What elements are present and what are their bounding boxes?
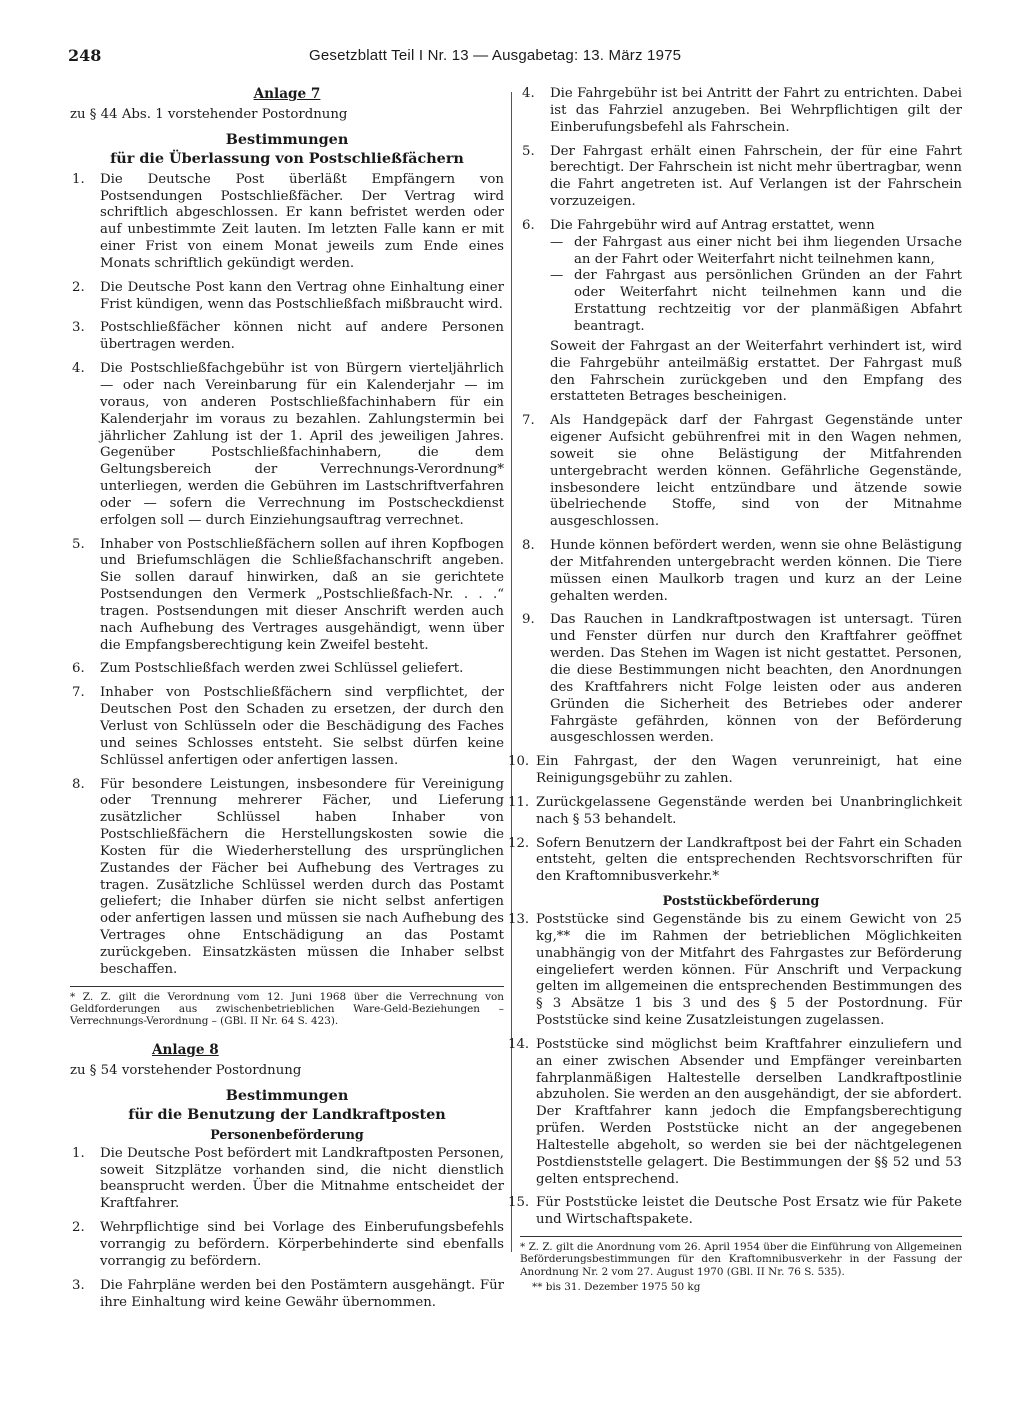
item-number: 7.	[522, 413, 535, 429]
anlage8-item	[520, 144, 962, 211]
item-number: 1.	[72, 171, 85, 187]
anlage7-label: Anlage 7	[253, 86, 321, 102]
anlage7-item	[70, 685, 504, 769]
item-number: 8.	[72, 776, 85, 792]
item-number: 3.	[72, 320, 85, 336]
item-number: 12.	[508, 835, 530, 851]
anlage7-item	[70, 172, 504, 273]
item-text: Zurückgelassene Gegenstände werden bei Unanbringlichkeit nach § 53 behandelt.	[536, 794, 962, 827]
anlage8-item	[70, 1278, 504, 1312]
item-number: 2.	[72, 1220, 85, 1236]
anlage8-title-1: Bestimmungen	[225, 1086, 349, 1104]
item-text: Sofern Benutzern der Landkraftpost bei der Fahrt ein Schaden entsteht, gelten die entsprechenden Rechtsvorschriften für den Kraftomnibusverkehr.*	[536, 835, 962, 885]
item-number: 9.	[522, 612, 535, 628]
item6-paragraph: Soweit der Fahrgast an der Weiterfahrt verhindert ist, wird die Fahrgebühr anteilmäßig erstattet. Der Fahrgast muß den Fahrschein zurückgeben und den Empfang des erstatteten Betrages bescheinigen.	[550, 338, 962, 405]
dash-text: der Fahrgast aus einer nicht bei ihm liegenden Ursache an der Fahrt oder Weiterfahrt nicht teilnehmen kann,	[574, 234, 962, 267]
item-number: 14.	[508, 1036, 530, 1052]
anlage7-reference: zu § 44 Abs. 1 vorstehender Postordnung	[70, 106, 348, 122]
item6-intro: Die Fahrgebühr wird auf Antrag erstattet, wenn	[550, 217, 875, 233]
anlage7-title-1: Bestimmungen	[225, 130, 349, 148]
page-header	[68, 46, 958, 72]
item-text: Die Fahrgebühr ist bei Antritt der Fahrt zu entrichten. Dabei ist das Fahrziel anzugeben. Bei Wehrpflichtigen gilt der Einberufungsbefehl als Fahrschein.	[550, 86, 962, 135]
right-column	[508, 86, 962, 1296]
section-heading-poststueckbefoerderung: Poststückbeförderung	[662, 893, 820, 909]
item-number: 8.	[522, 538, 535, 554]
item-number: 1.	[72, 1145, 85, 1161]
anlage8-title-2: für die Benutzung der Landkraftposten	[128, 1105, 446, 1123]
anlage8-footnote-2: ** bis 31. Dezember 1975 50 kg	[532, 1280, 701, 1293]
anlage8-item	[520, 413, 962, 531]
running-head: Gesetzblatt Teil I Nr. 13 — Ausgabetag: 13. März 1975	[309, 47, 682, 64]
item-text: Zum Postschließfach werden zwei Schlüssel geliefert.	[100, 661, 464, 677]
dash-mark: —	[550, 234, 564, 250]
anlage8-item	[520, 86, 962, 137]
anlage8-item	[508, 1195, 962, 1229]
anlage7-footnote: * Z. Z. gilt die Verordnung vom 12. Juni 1968 über die Verrechnung von Geldforderungen aus zwischenbetrieblichen Ware-Geld-Beziehungen – Verrechnungs-Verordnung – (GBl. II Nr. 64 S. 423).	[70, 990, 504, 1028]
item-text: Der Fahrgast erhält einen Fahrschein, der für eine Fahrt berechtigt. Der Fahrschein ist nicht mehr übertragbar, wenn die Fahrt angetreten ist. Auf Verlangen ist der Fahrschein vorzuzeigen.	[550, 143, 962, 210]
item-text: Die Fahrpläne werden bei den Postämtern ausgehängt. Für ihre Einhaltung wird keine Gewähr übernommen.	[100, 1277, 504, 1310]
item-number: 13.	[508, 911, 530, 927]
item-text: Das Rauchen in Landkraftpostwagen ist untersagt. Türen und Fenster dürfen nur durch den Kraftfahrer geöffnet werden. Das Stehen im Wagen ist nicht gestattet. Personen, die diese Bestimmungen nicht beachten, den Anordnungen des Kraftfahrers nicht Folge leisten oder aus anderen Gründen die Sicherheit des Betriebes oder anderer Fahrgäste gefährden, können von der Beförderung ausgeschlossen werden.	[550, 612, 962, 746]
item-text: Poststücke sind Gegenstände bis zu einem Gewicht von 25 kg,** die im Rahmen der betrieblichen Möglichkeiten unabhängig von der Mitfahrt des Fahrgastes zur Beförderung eingeliefert werden können. Für Anschrift und Verpackung gelten im allgemeinen die entsprechenden Bestimmungen des § 3 Absätze 1 bis 3 und des § 5 der Postordnung. Für Poststücke sind keine Zusatzleistungen zugelassen.	[536, 911, 962, 1029]
anlage8-reference: zu § 54 vorstehender Postordnung	[70, 1063, 302, 1079]
item-text: Die Postschließfachgebühr ist von Bürgern vierteljährlich — oder nach Vereinbarung für ein Kalenderjahr — im voraus, von anderen Postschließfachinhabern für ein Kalenderjahr im voraus zu bezahlen. Zahlungstermin bei jährlicher Zahlung ist der 1. April des jeweiligen Jahres. Gegenüber Postschließfachinhabern, die dem Geltungsbereich der Verrechnungs-Verordnung* unterliegen, werden die Gebühren im Lastschriftverfahren oder — sofern die Verrechnung im Postscheckdienst erfolgen soll — durch Einziehungsauftrag verrechnet.	[100, 361, 504, 528]
item-number: 4.	[72, 361, 85, 377]
anlage7-item	[70, 777, 504, 979]
anlage7-title-2: für die Überlassung von Postschließfächern	[110, 149, 464, 167]
item-text: Inhaber von Postschließfächern sollen auf ihren Kopfbogen und Briefumschlägen die Schließfachanschrift angeben. Sie sollen darauf hinwirken, daß an sie gerichtete Postsendungen den Vermerk „Postschließfach-Nr. . . .“ tragen. Postsendungen mit dieser Anschrift werden auch nach Aufhebung des Vertrages ausgehändigt, wenn über die Empfangsberechtigung kein Zweifel besteht.	[100, 536, 504, 653]
dash-text: der Fahrgast aus persönlichen Gründen an der Fahrt oder Weiterfahrt nicht teilnehmen kann und die Erstattung rechtzeitig vor der planmäßigen Abfahrt beantragt.	[574, 268, 962, 334]
item-text: Ein Fahrgast, der den Wagen verunreinigt, hat eine Reinigungsgebühr zu zahlen.	[536, 754, 962, 787]
item-number: 2.	[72, 279, 85, 295]
anlage8-item	[70, 1220, 504, 1271]
anlage8-item	[520, 538, 962, 605]
item-text: Poststücke sind möglichst beim Kraftfahrer einzuliefern und an einer zwischen Absender und Empfänger vereinbarten fahrplanmäßigen Haltestelle derselben Landkraftpostlinie abzuholen. Sie werden an den ausgehändigt, der sie abfordert. Der Kraftfahrer kann jedoch die Empfangsberechtigung prüfen. Werden Poststücke nicht an der angegebenen Haltestelle abgeholt, so werden sie bei der nächtgelegenen Postdienststelle gelagert. Die Bestimmungen der §§ 52 und 53 gelten entsprechend.	[536, 1036, 962, 1187]
anlage8-item	[508, 1036, 962, 1189]
dash-item	[550, 268, 962, 335]
dash-mark: —	[550, 268, 564, 284]
item-number: 10.	[508, 754, 530, 770]
item-text: Für besondere Leistungen, insbesondere für Vereinigung oder Trennung mehrerer Fächer, und Lieferung zusätzlicher Schlüssel haben Inhaber von Postschließfächern die Herstellungskosten sowie die Kosten für die Wiederherstellung des ursprünglichen Zustandes der Fächer bei Aufhebung des Vertrages zu tragen. Zusätzliche Schlüssel werden durch das Postamt geliefert; die Inhaber dürfen sie nicht selbst anfertigen oder anfertigen lassen und müssen sie nach Aufhebung des Vertrages ohne Entschädigung an das Postamt zurückgeben. Einsatzkästen müssen die Inhaber selbst beschaffen.	[100, 776, 504, 977]
item-number: 5.	[522, 143, 535, 159]
item-text: Als Handgepäck darf der Fahrgast Gegenstände unter eigener Aufsicht gebührenfrei mit in den Wagen nehmen, soweit sie ohne Belästigung der Mitfahrenden untergebracht werden können. Gefährliche Gegenstände, insbesondere leicht entzündbare und ätzende sowie übelriechende Stoffe, sind von der Mitnahme ausgeschlossen.	[550, 413, 962, 530]
item-number: 7.	[72, 685, 85, 701]
item-number: 5.	[72, 536, 85, 552]
section-heading-personenbefoerderung: Personenbeförderung	[210, 1126, 364, 1142]
anlage8-item	[70, 1146, 504, 1213]
anlage8-item	[508, 794, 962, 829]
item-text: Für Poststücke leistet die Deutsche Post Ersatz wie für Pakete und Wirtschaftspakete.	[536, 1195, 962, 1228]
item-text: Die Deutsche Post befördert mit Landkraftposten Personen, soweit Sitzplätze vorhanden sind, die nicht dienstlich beansprucht werden. Über die Mitnahme entscheidet der Kraftfahrer.	[100, 1145, 504, 1212]
anlage8-item	[508, 835, 962, 887]
anlage7-item	[70, 361, 504, 529]
item-text: Wehrpflichtige sind bei Vorlage des Einberufungsbefehls vorrangig zu befördern. Körperbehinderte sind ebenfalls vorrangig zu befördern.	[100, 1220, 504, 1269]
item-number: 6.	[72, 661, 85, 677]
item-text: Die Deutsche Post kann den Vertrag ohne Einhaltung einer Frist kündigen, wenn das Postschließfach mißbraucht wird.	[100, 279, 504, 312]
anlage7-item	[70, 537, 504, 655]
anlage8-label: Anlage 8	[152, 1042, 219, 1059]
anlage8-item	[508, 911, 962, 1030]
anlage8-item	[520, 612, 962, 747]
item-number: 11.	[508, 794, 530, 810]
item-number: 6.	[522, 217, 535, 233]
item-text: Postschließfächer können nicht auf andere Personen übertragen werden.	[100, 320, 504, 353]
item-text: Die Deutsche Post überläßt Empfängern von Postsendungen Postschließfächer. Der Vertrag wird schriftlich abgeschlossen. Er kann befristet werden oder auf unbestimmte Zeit lauten. Im letzten Falle kann er mit einer Frist von einem Monat jeweils zum Ende eines Monats schriftlich gekündigt werden.	[100, 171, 504, 271]
item-text	[550, 218, 962, 406]
left-column	[70, 86, 504, 1318]
anlage7-item	[70, 280, 504, 314]
anlage7-item	[70, 320, 504, 354]
page-number: 248	[68, 46, 102, 65]
item-number: 3.	[72, 1277, 85, 1293]
item-number: 4.	[522, 86, 535, 101]
dash-item	[550, 235, 962, 269]
anlage7-item	[70, 661, 504, 678]
item-text: Inhaber von Postschließfächern sind verpflichtet, der Deutschen Post den Schaden zu ersetzen, der durch den Verlust von Schlüsseln oder die Beschädigung des Faches und seines Schlosses entsteht. Sie selbst dürfen keine Schlüssel anfertigen oder anfertigen lassen.	[100, 685, 504, 768]
footnote-rule	[520, 1236, 962, 1237]
footnote-rule	[70, 986, 504, 987]
anlage8-footnote-1: * Z. Z. gilt die Anordnung vom 26. April 1954 über die Einführung von Allgemeinen Beförderungsbestimmungen für den Kraftomnibusverkehr in der Fassung der Anordnung Nr. 2 vom 27. August 1970 (GBl. II Nr. 76 S. 535).	[520, 1241, 962, 1278]
anlage8-item	[508, 754, 962, 788]
anlage8-item	[520, 218, 962, 406]
item-text: Hunde können befördert werden, wenn sie ohne Belästigung der Mitfahrenden untergebracht werden können. Die Tiere müssen einen Maulkorb tragen und kurz an der Leine gehalten werden.	[550, 538, 962, 604]
item-number: 15.	[508, 1195, 530, 1211]
